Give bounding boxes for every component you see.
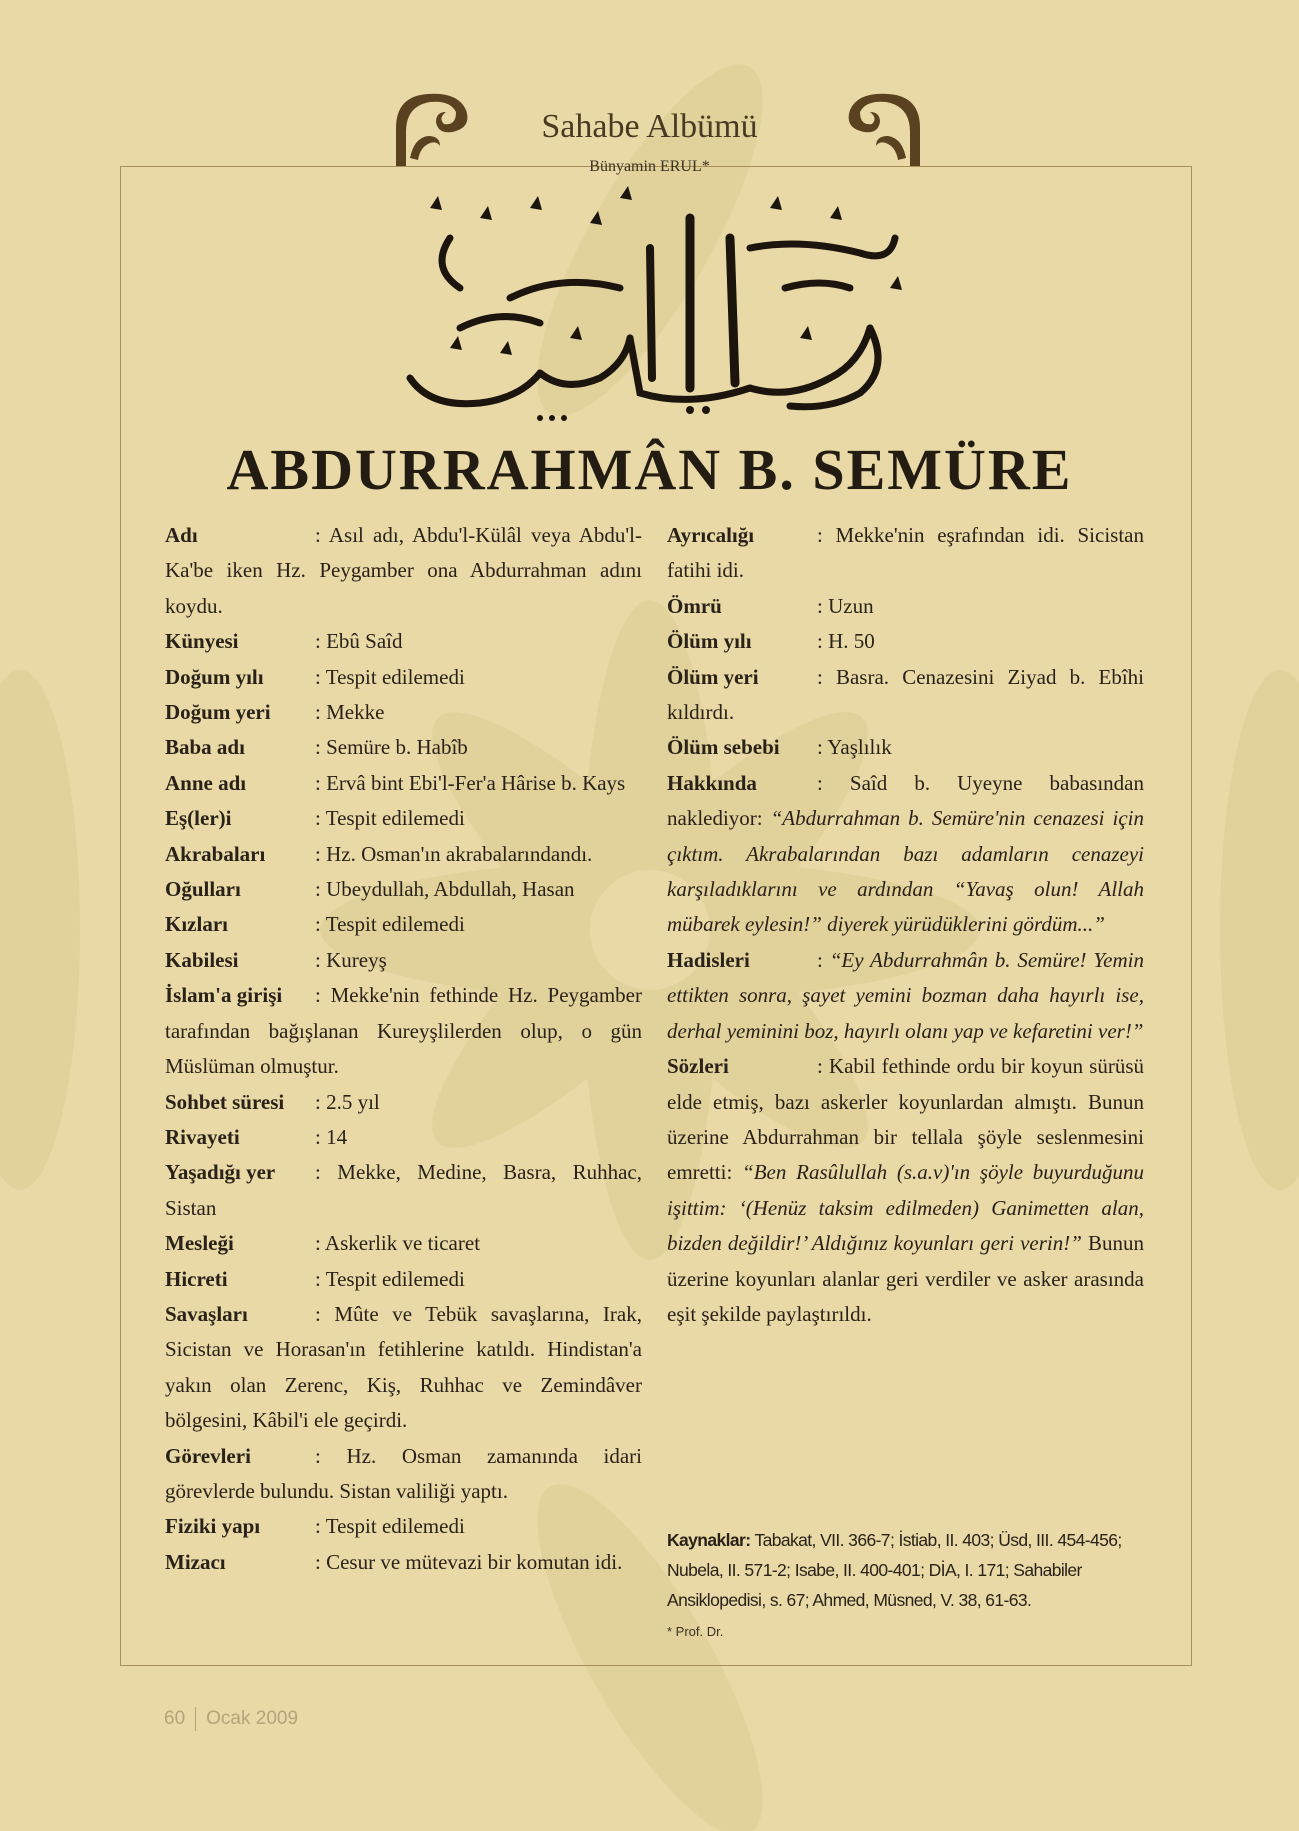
entry-label: Görevleri: [165, 1443, 251, 1468]
entry-baba-adi: [165, 730, 642, 765]
entry-label: Anne adı: [165, 770, 247, 795]
footer-divider: [195, 1707, 196, 1731]
entry-anne-adi: [165, 766, 642, 801]
series-title: Sahabe Albümü: [541, 108, 758, 145]
entry-label: Savaşları: [165, 1301, 248, 1326]
entry-label: Hicreti: [165, 1266, 228, 1291]
entry-fiziki-yapi: [165, 1509, 642, 1544]
entry-quote: “Abdurrahman b. Semüre'nin cenazesi için çıktım. Akrabalarından bazı adamların cenazeyi karşıladıklarını ve ardından “Yavaş olun! Allah mübarek eylesin!” diyerek yürüdüklerini gördüm...”: [667, 806, 1144, 937]
entry-value: : 14: [315, 1124, 348, 1149]
entry-value: : Ubeydullah, Abdullah, Hasan: [315, 877, 575, 902]
entry-meslegi: [165, 1226, 642, 1261]
entry-ayricaligi: [667, 518, 1144, 589]
entry-sozleri: [667, 1049, 1144, 1332]
entry-omru: [667, 589, 1144, 624]
entry-label: Ayrıcalığı: [667, 523, 755, 547]
article-title: ABDURRAHMÂN B. SEMÜRE: [226, 437, 1073, 502]
entry-label: Sohbet süresi: [165, 1089, 285, 1114]
footnote: * Prof. Dr.: [667, 1624, 724, 1639]
entry-label: Hakkında: [667, 770, 757, 795]
entry-esleri: [165, 801, 642, 836]
page-footer: [164, 1707, 298, 1731]
author-name: Bünyamin ERUL*: [589, 158, 710, 175]
entry-hicreti: [165, 1262, 642, 1297]
entry-value: : 2.5 yıl: [315, 1089, 380, 1114]
entry-olum-yeri: [667, 660, 1144, 731]
entry-hadisleri: [667, 943, 1144, 1049]
entry-label: Yaşadığı yer: [165, 1160, 276, 1185]
entry-hakkinda: [667, 766, 1144, 943]
entry-label: İslam'a girişi: [165, 983, 283, 1008]
entry-kabilesi: [165, 943, 642, 978]
entry-rivayeti: [165, 1120, 642, 1155]
entry-value: : Ebû Saîd: [315, 629, 403, 654]
entry-yasadigi-yer: [165, 1155, 642, 1226]
entry-value: : Ervâ bint Ebi'l-Fer'a Hârise b. Kays: [315, 770, 626, 795]
entry-akrabalari: [165, 837, 642, 872]
entry-value: : Mekke'nin fethinde Hz. Peygamber tarafından bağışlanan Kureyşlilerden olup, o gün Müslüman olmuştur.: [165, 983, 642, 1079]
entry-label: Adı: [165, 523, 198, 547]
references: [667, 1525, 1147, 1615]
entry-dogum-yili: [165, 660, 642, 695]
entry-quote: “Ben Rasûlullah (s.a.v)'ın şöyle buyurduğunu işittim: ‘(Henüz taksim edilmeden) Ganimetten alan, bizden değildir!’ Aldığınız koyunları geri verin!”: [667, 1160, 1144, 1256]
entry-label: Baba adı: [165, 735, 245, 760]
entry-value: : Mekke, Medine, Basra, Ruhhac, Sistan: [165, 1160, 642, 1220]
entry-label: Kabilesi: [165, 947, 239, 972]
entry-value: : Mekke: [315, 700, 385, 725]
page-number: 60: [164, 1708, 186, 1730]
entry-value: : Hz. Osman zamanında idari görevlerde bulundu. Sistan valiliği yaptı.: [165, 1443, 642, 1503]
entry-value: : Tespit edilemedi: [315, 1514, 465, 1539]
entry-label: Rivayeti: [165, 1124, 240, 1149]
entry-label: Doğum yeri: [165, 700, 271, 725]
entry-olum-yili: [667, 624, 1144, 659]
entry-label: Ölüm yılı: [667, 629, 752, 654]
entry-islama-girisi: [165, 978, 642, 1084]
entry-label: Ölüm sebebi: [667, 735, 780, 760]
entry-value: : H. 50: [817, 629, 875, 654]
entry-kizlari: [165, 907, 642, 942]
references-label: Kaynaklar:: [667, 1530, 751, 1550]
entry-gorevleri: [165, 1439, 642, 1510]
entry-label: Ölüm yeri: [667, 664, 759, 689]
entry-mizaci: [165, 1545, 642, 1580]
entry-label: Mizacı: [165, 1549, 226, 1574]
entry-label: Kızları: [165, 912, 228, 937]
entry-value: : Saîd b. Uyeyne babasından naklediyor:: [667, 770, 1144, 831]
entry-value: : Kureyş: [315, 947, 387, 972]
entry-value: : Mekke'nin eşrafından idi. Sicistan fatihi idi.: [667, 523, 1144, 583]
entry-label: Künyesi: [165, 629, 239, 654]
entry-label: Mesleği: [165, 1231, 234, 1256]
right-column: [667, 518, 1144, 1332]
references-text: Tabakat, VII. 366-7; İstiab, II. 403; Üsd, III. 454-456; Nubela, II. 571-2; Isabe, II. 400-401; DİA, I. 171; Sahabiler Ansiklopedisi, s. 67; Ahmed, Müsned, V. 38, 61-63.: [667, 1530, 1122, 1610]
entry-value: : Kabil fethinde ordu bir koyun sürüsü elde etmiş, bazı askerler koyunlardan almıştı. Bunun üzerine Abdurrahman bir tellala şöyle seslenmesini emretti:: [667, 1054, 1144, 1185]
entry-value: : Mûte ve Tebük savaşlarına, Irak, Sicistan ve Horasan'ın fetihlerine katıldı. Hindistan'a yakın olan Zerenc, Kiş, Ruhhac ve Zemindâver bölgesini, Kâbil'i ele geçirdi.: [165, 1301, 642, 1433]
arabic-calligraphy-image: [390, 178, 930, 428]
entry-value: : Semüre b. Habîb: [315, 735, 468, 760]
entry-label: Ömrü: [667, 593, 722, 618]
entry-value: : Hz. Osman'ın akrabalarındandı.: [315, 841, 593, 866]
entry-quote: “Ey Abdurrahmân b. Semüre! Yemin ettikten sonra, şayet yemini bozman daha hayırlı ise, derhal yeminini boz, hayırlı olanı yap ve kefaretini ver!”: [667, 947, 1144, 1043]
entry-value: : Uzun: [817, 593, 874, 618]
entry-value: : Yaşlılık: [817, 735, 892, 760]
issue-date: Ocak 2009: [206, 1708, 299, 1730]
entry-adi: [165, 518, 642, 624]
entry-value: : Basra. Cenazesini Ziyad b. Ebîhi kıldırdı.: [667, 664, 1144, 725]
entry-label: Akrabaları: [165, 841, 266, 866]
entry-value: : Tespit edilemedi: [315, 912, 465, 937]
entry-value: : Cesur ve mütevazi bir komutan idi.: [315, 1549, 623, 1574]
entry-kunyesi: [165, 624, 642, 659]
entry-dogum-yeri: [165, 695, 642, 730]
entry-savaslari: [165, 1297, 642, 1439]
entry-value: : Askerlik ve ticaret: [315, 1231, 481, 1256]
entry-label: Hadisleri: [667, 947, 750, 972]
entry-value: : Tespit edilemedi: [315, 806, 465, 831]
entry-label: Fiziki yapı: [165, 1514, 261, 1539]
entry-olum-sebebi: [667, 730, 1144, 765]
entry-label: Eş(ler)i: [165, 806, 232, 831]
left-column: [165, 518, 642, 1580]
entry-label: Sözleri: [667, 1054, 729, 1079]
entry-ogullari: [165, 872, 642, 907]
entry-value: : Tespit edilemedi: [315, 664, 465, 689]
entry-tail: Bunun üzerine koyunları alanlar geri verdiler ve asker arasında eşit şekilde paylaştırıldı.: [667, 1231, 1144, 1326]
entry-value: :: [817, 947, 830, 972]
entry-sohbet-suresi: [165, 1085, 642, 1120]
entry-value: : Asıl adı, Abdu'l-Külâl veya Abdu'l-Ka'be iken Hz. Peygamber ona Abdurrahman adını koydu.: [165, 523, 642, 618]
entry-label: Oğulları: [165, 877, 241, 902]
entry-label: Doğum yılı: [165, 664, 264, 689]
entry-value: : Tespit edilemedi: [315, 1266, 465, 1291]
